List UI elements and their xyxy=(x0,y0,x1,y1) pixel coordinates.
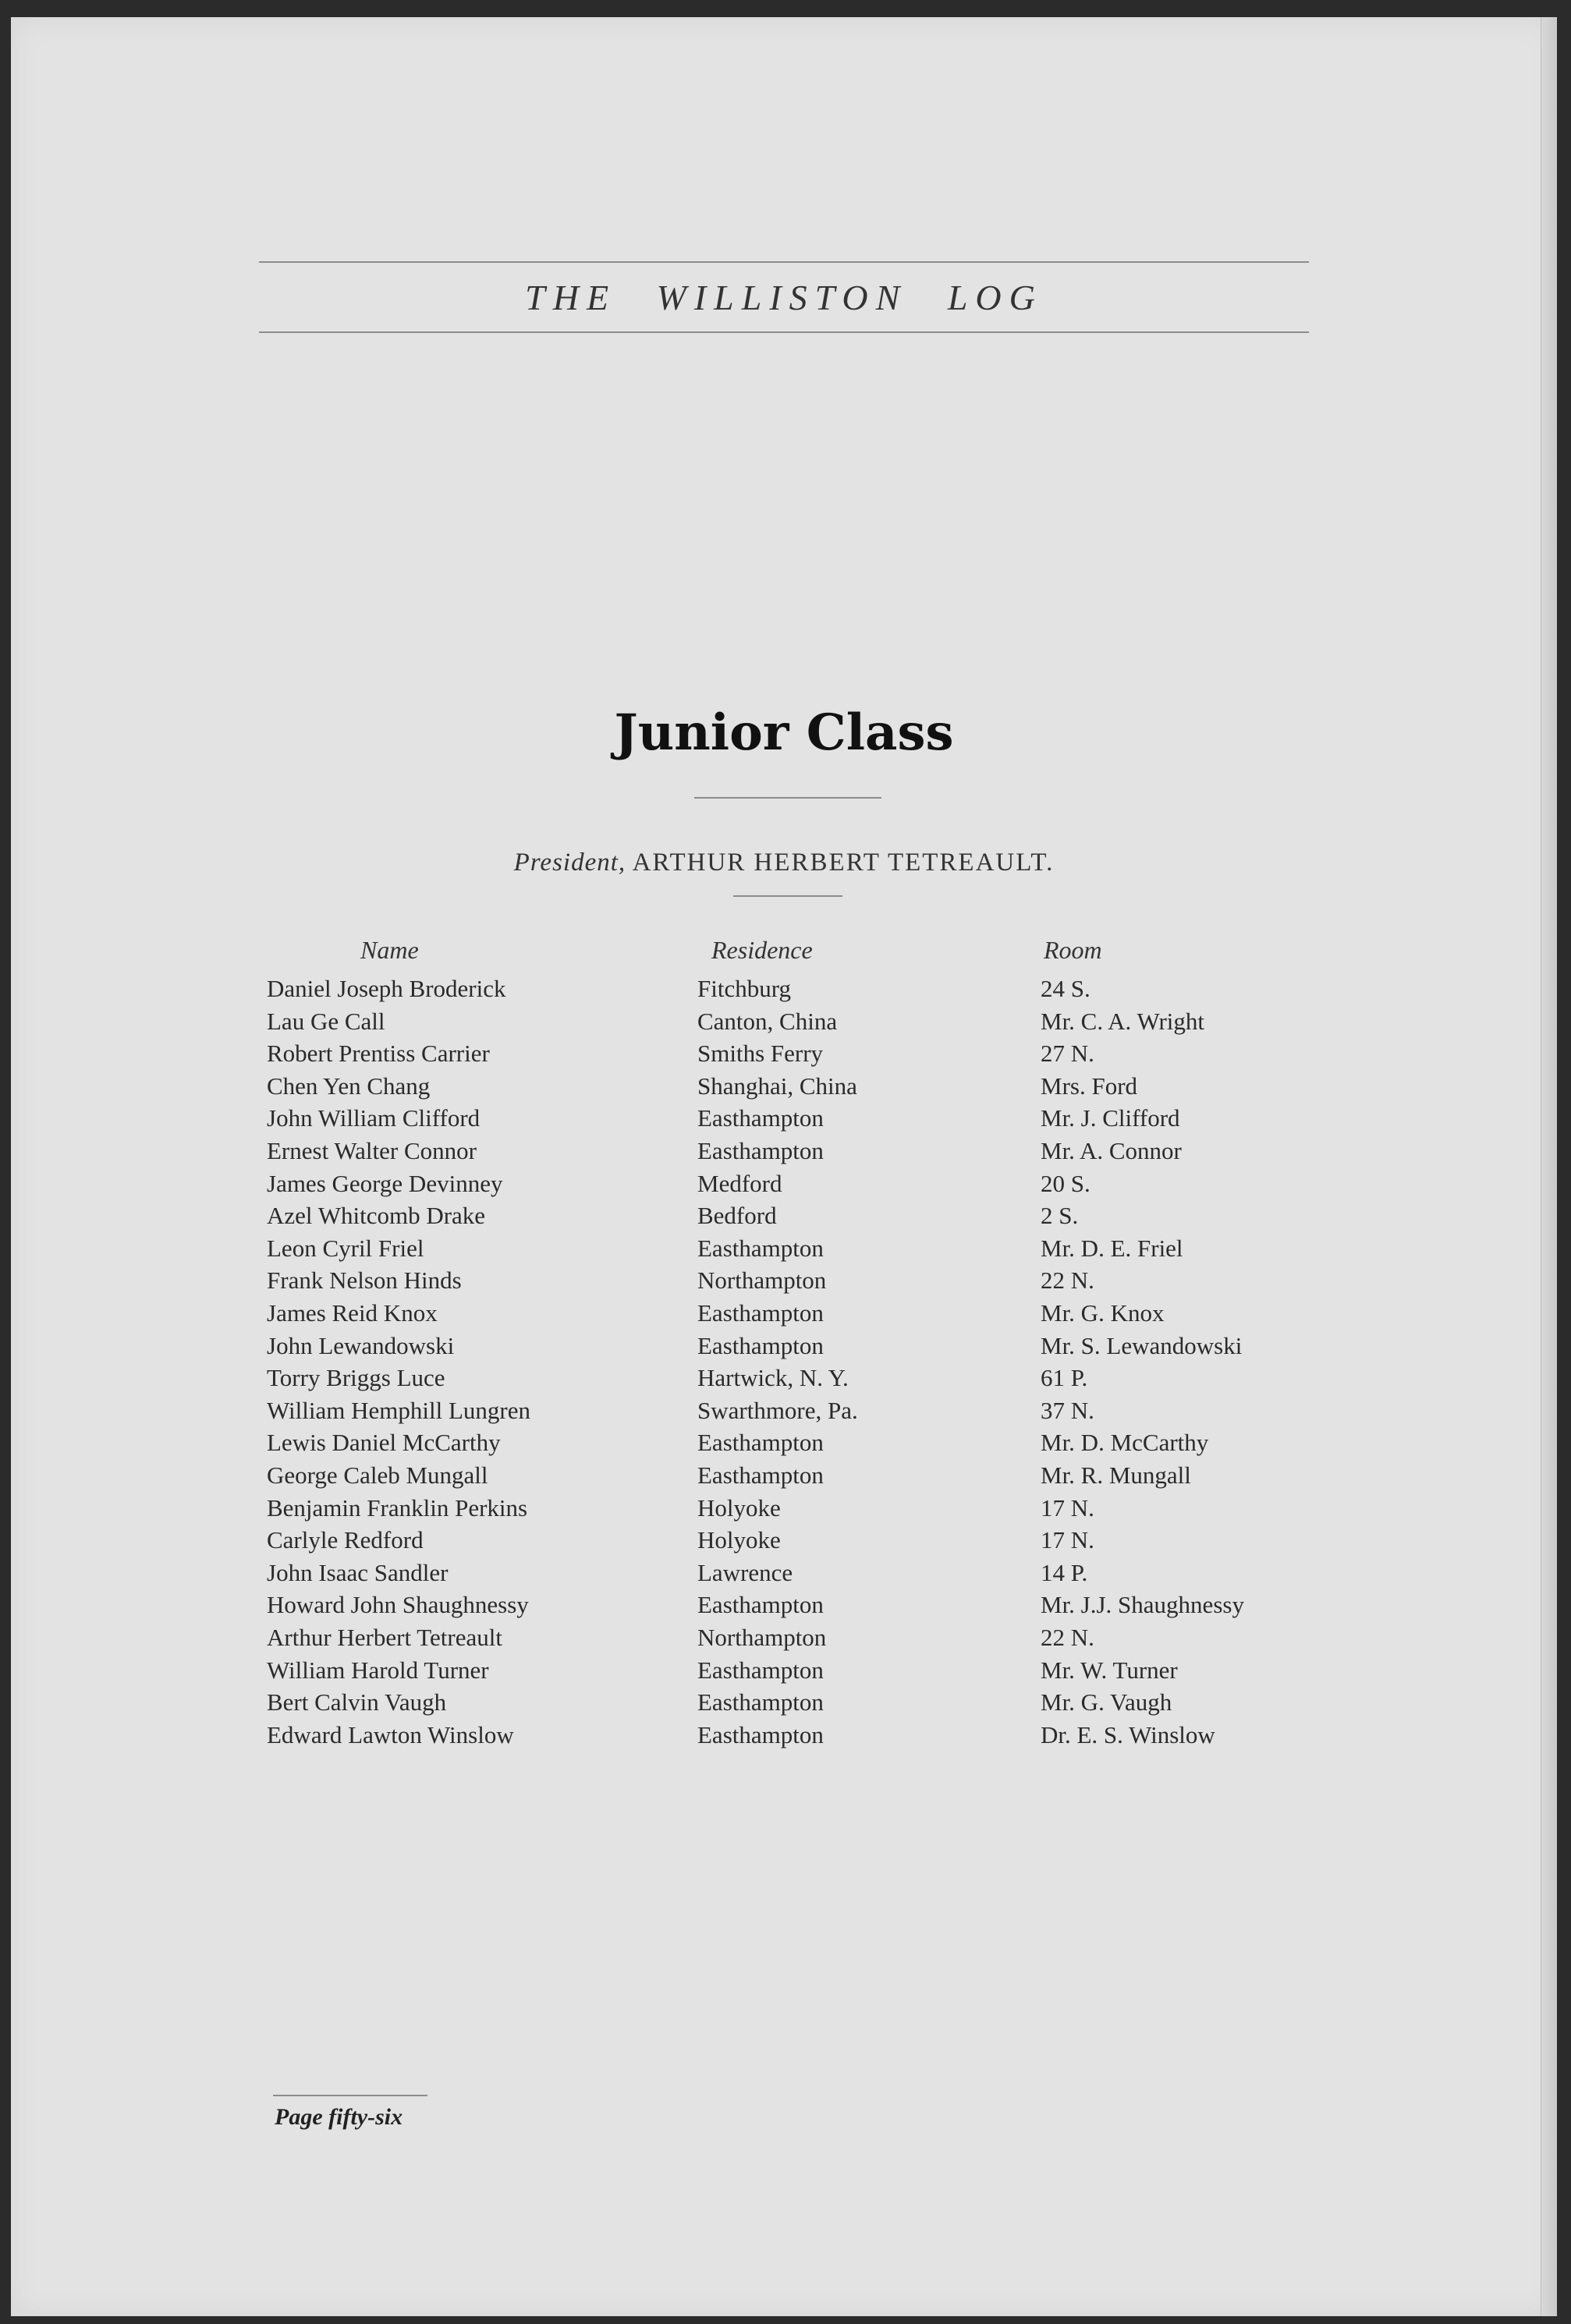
student-room: 17 N. xyxy=(1041,1493,1094,1522)
student-room: Mr. W. Turner xyxy=(1041,1656,1178,1684)
student-room: Mr. S. Lewandowski xyxy=(1041,1331,1243,1359)
student-residence: Medford xyxy=(697,1169,782,1197)
student-name: George Caleb Mungall xyxy=(267,1461,488,1489)
table-row xyxy=(11,1494,1557,1527)
table-row xyxy=(11,1235,1557,1267)
divider xyxy=(733,895,842,897)
student-name: Arthur Herbert Tetreault xyxy=(267,1624,502,1651)
student-residence: Canton, China xyxy=(697,1007,838,1035)
student-name: Frank Nelson Hinds xyxy=(267,1267,462,1295)
student-room: Mr. J. Clifford xyxy=(1041,1104,1180,1132)
student-room: 20 S. xyxy=(1041,1169,1090,1197)
student-room: 61 P. xyxy=(1041,1364,1088,1392)
student-name: Ernest Walter Connor xyxy=(267,1137,477,1164)
student-residence: Holyoke xyxy=(697,1526,781,1554)
table-row xyxy=(11,1299,1557,1332)
student-name: Leon Cyril Friel xyxy=(267,1234,424,1262)
table-row xyxy=(11,1332,1557,1365)
student-residence: Easthampton xyxy=(697,1720,824,1748)
table-row xyxy=(11,1526,1557,1559)
student-residence: Easthampton xyxy=(697,1429,824,1457)
table-row xyxy=(11,1429,1557,1461)
student-room: 14 P. xyxy=(1041,1558,1088,1586)
table-row xyxy=(11,1721,1557,1754)
student-name: James George Devinney xyxy=(267,1169,503,1197)
student-name: Azel Whitcomb Drake xyxy=(267,1202,486,1230)
student-residence: Easthampton xyxy=(697,1137,824,1164)
table-row xyxy=(11,1688,1557,1721)
student-name: Howard John Shaughnessy xyxy=(267,1591,529,1619)
student-room: Mrs. Ford xyxy=(1041,1072,1138,1100)
table-row xyxy=(11,1137,1557,1170)
running-head-text: THE WILLISTON LOG xyxy=(525,277,1043,317)
student-room: 22 N. xyxy=(1041,1267,1094,1295)
student-residence: Easthampton xyxy=(697,1234,824,1262)
student-name: John Lewandowski xyxy=(267,1331,455,1359)
table-row xyxy=(11,1104,1557,1137)
student-room: Mr. A. Connor xyxy=(1041,1137,1182,1164)
student-name: William Hemphill Lungren xyxy=(267,1396,530,1424)
student-room: 27 N. xyxy=(1041,1040,1094,1068)
student-residence: Easthampton xyxy=(697,1104,824,1132)
table-row xyxy=(11,1267,1557,1299)
student-name: James Reid Knox xyxy=(267,1299,438,1327)
student-name: John William Clifford xyxy=(267,1104,481,1132)
student-name: Robert Prentiss Carrier xyxy=(267,1040,490,1068)
student-room: 24 S. xyxy=(1041,975,1090,1002)
running-head xyxy=(259,261,1309,333)
table-row xyxy=(11,1397,1557,1429)
column-header-residence: Residence xyxy=(711,936,813,964)
divider xyxy=(694,797,881,799)
table-row xyxy=(11,1008,1557,1040)
student-name: Carlyle Redford xyxy=(267,1526,424,1554)
table-row xyxy=(11,1170,1557,1203)
president-label: President, xyxy=(513,848,626,877)
column-header-name: Name xyxy=(360,936,419,964)
column-header-room: Room xyxy=(1044,936,1102,964)
student-room: Mr. G. Vaugh xyxy=(1041,1688,1172,1716)
student-name: Edward Lawton Winslow xyxy=(267,1720,514,1748)
student-residence: Shanghai, China xyxy=(697,1072,857,1100)
student-room: Mr. G. Knox xyxy=(1041,1299,1165,1327)
student-room: 22 N. xyxy=(1041,1624,1094,1651)
student-residence: Easthampton xyxy=(697,1591,824,1619)
student-residence: Smiths Ferry xyxy=(697,1040,824,1068)
student-residence: Swarthmore, Pa. xyxy=(697,1396,858,1424)
student-room: Mr. D. McCarthy xyxy=(1041,1429,1209,1457)
student-residence: Northampton xyxy=(697,1624,827,1651)
footer-rule xyxy=(273,2095,427,2096)
student-room: 37 N. xyxy=(1041,1396,1094,1424)
student-name: Bert Calvin Vaugh xyxy=(267,1688,447,1716)
table-row xyxy=(11,1202,1557,1235)
student-residence: Easthampton xyxy=(697,1461,824,1489)
student-name: Daniel Joseph Broderick xyxy=(267,975,506,1002)
student-name: Lau Ge Call xyxy=(267,1007,385,1035)
table-row xyxy=(11,1461,1557,1494)
president-name: ARTHUR HERBERT TETREAULT. xyxy=(632,848,1055,877)
student-room: Mr. C. A. Wright xyxy=(1041,1007,1205,1035)
table-row xyxy=(11,975,1557,1008)
student-residence: Holyoke xyxy=(697,1493,781,1522)
student-residence: Northampton xyxy=(697,1267,827,1295)
page xyxy=(11,17,1557,2316)
page-title: Junior Class xyxy=(614,703,954,762)
student-name: Benjamin Franklin Perkins xyxy=(267,1493,528,1522)
table-row xyxy=(11,1624,1557,1656)
table-row xyxy=(11,1591,1557,1624)
student-room: 2 S. xyxy=(1041,1202,1079,1230)
table-row xyxy=(11,1364,1557,1397)
student-residence: Hartwick, N. Y. xyxy=(697,1364,849,1392)
student-residence: Lawrence xyxy=(697,1558,793,1586)
table-row xyxy=(11,1656,1557,1689)
student-name: Torry Briggs Luce xyxy=(267,1364,445,1392)
student-name: Lewis Daniel McCarthy xyxy=(267,1429,501,1457)
student-room: Mr. D. E. Friel xyxy=(1041,1234,1183,1262)
student-residence: Easthampton xyxy=(697,1299,824,1327)
student-residence: Fitchburg xyxy=(697,975,791,1002)
student-residence: Easthampton xyxy=(697,1688,824,1716)
student-room: Mr. J.J. Shaughnessy xyxy=(1041,1591,1244,1619)
student-residence: Easthampton xyxy=(697,1656,824,1684)
student-name: John Isaac Sandler xyxy=(267,1558,449,1586)
table-row xyxy=(11,1040,1557,1072)
student-room: Mr. R. Mungall xyxy=(1041,1461,1191,1489)
student-residence: Easthampton xyxy=(697,1331,824,1359)
president-line xyxy=(11,848,1557,877)
table-row xyxy=(11,1072,1557,1105)
student-room: 17 N. xyxy=(1041,1526,1094,1554)
table-row xyxy=(11,1559,1557,1592)
student-room: Dr. E. S. Winslow xyxy=(1041,1720,1215,1748)
student-name: William Harold Turner xyxy=(267,1656,489,1684)
student-name: Chen Yen Chang xyxy=(267,1072,431,1100)
student-residence: Bedford xyxy=(697,1202,777,1230)
page-number: Page fifty-six xyxy=(275,2104,403,2130)
